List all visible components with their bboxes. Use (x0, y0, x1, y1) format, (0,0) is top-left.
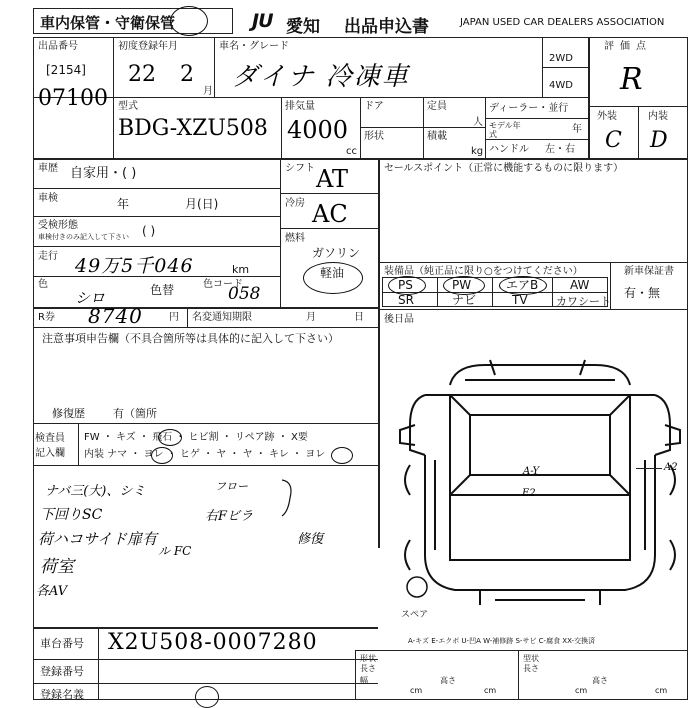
note-line-4b: ル FC (158, 544, 192, 558)
dims-unit-4: cm (655, 686, 668, 695)
recycle-value: 8740 (88, 304, 143, 328)
inspection-label: 車検 (38, 193, 58, 204)
car-name-value: ダイナ 冷凍車 (232, 62, 410, 92)
repair-value: 有（箇所 (113, 407, 157, 420)
history-value: 自家用・( ) (70, 166, 137, 181)
brand-name: 愛知 (286, 17, 320, 37)
warranty-options: 有・無 (624, 286, 661, 300)
model-year-label: モデル年式 (489, 121, 521, 139)
note-line-1b: フロー (215, 480, 248, 493)
model-value: BDG-XZU508 (118, 116, 268, 141)
dealer-label: ディーラー・並行 (489, 103, 569, 114)
mileage-unit: km (232, 263, 250, 276)
inspector-row-1: FW ・ キズ ・ 飛石 ・ ヒビ割 ・ リペア跡 ・ X要 (84, 432, 308, 443)
equip-leather: カワシート (556, 295, 611, 308)
repair-label: 修復歴 (52, 407, 85, 420)
inspector-circle-1 (158, 429, 182, 446)
dims-unit-3: cm (575, 686, 588, 695)
sales-point-label: セールスポイント（正常に機能するものに限ります） (384, 163, 624, 174)
note-line-3b: 修復 (297, 532, 324, 547)
damage-legend: A-キズ E-エクボ U-凹A W-補修跡 S-サビ C-腐食 XX-交換済 (408, 637, 596, 645)
car-name-label: 車名・グレード (219, 41, 289, 52)
recycle-unit: 円 (169, 312, 179, 323)
capacity-unit: 人 (473, 117, 483, 128)
chassis-value: X2U508-0007280 (108, 630, 318, 655)
cert-note: 車検付きのみ記入して下さい (38, 233, 129, 241)
equipment-label: 装備品（純正品に限り○をつけてください） (384, 266, 583, 277)
equip-pw-circle (443, 276, 485, 295)
history-label: 車歴 (38, 163, 58, 174)
notes-title: 注意事項申告欄（不具合箇所等は具体的に記入して下さい） (42, 332, 339, 345)
interior-value: D (650, 128, 668, 153)
drive-2wd: 2WD (549, 53, 573, 64)
chassis-label: 車台番号 (40, 637, 84, 650)
lot-label: 出品番号 (38, 41, 78, 52)
dims-right-sub: 長さ (523, 664, 539, 673)
rear-label: 後日品 (384, 314, 414, 325)
mileage-label: 走行 (38, 251, 58, 262)
note-line-4a: 荷室 (40, 557, 74, 577)
recycle-label: R券 (38, 312, 55, 323)
inspector-circle-2 (151, 447, 173, 464)
ju-logo: JU (252, 10, 273, 32)
doors-label: ドア (364, 101, 384, 112)
load-unit: kg (471, 146, 484, 157)
capacity-label: 定員 (427, 101, 447, 112)
spare-label: スペア (401, 610, 429, 620)
exterior-label: 外装 (597, 111, 617, 122)
owner-label: 登録名義 (40, 688, 84, 701)
dims-form-label: 形状 (360, 654, 376, 663)
shift-value: AT (316, 165, 349, 193)
inspector-label-2: 記入欄 (35, 448, 65, 459)
warranty-label: 新車保証書 (624, 266, 674, 277)
displacement-value: 4000 (287, 116, 349, 144)
displacement-label: 排気量 (285, 101, 315, 112)
rating-label: 評価点 (604, 41, 652, 52)
registration-month: 2 (180, 62, 194, 87)
fuel-label: 燃料 (285, 233, 305, 244)
note-line-3a: 荷ハコサイド扉有 (38, 530, 157, 548)
ac-label: 冷房 (285, 198, 305, 209)
inspection-year: 年 (117, 197, 130, 211)
spare-tire-icon (407, 577, 427, 597)
load-label: 積載 (427, 131, 447, 142)
dims-height-right: 高さ (592, 676, 608, 685)
registration-month-unit: 月 (203, 86, 213, 97)
note-line-1a: ナバ三(大)、シミ (45, 484, 146, 499)
shape-label: 形状 (364, 131, 384, 142)
handle-options: 左・右 (545, 144, 575, 155)
dims-unit-1: cm (410, 686, 423, 695)
equip-navi: ナビ (452, 293, 477, 307)
storage-circle-mark (170, 6, 208, 36)
note-line-2a: 下回りSC (40, 507, 103, 523)
damage-mark-1: A-Y (523, 466, 540, 477)
equip-tv: TV (512, 293, 528, 307)
inspector-circle-3 (331, 447, 353, 464)
dims-length-label: 長さ (360, 664, 376, 673)
notice-label: 名変通知期限 (192, 312, 252, 323)
note-line-2b: 右Fビラ (205, 509, 254, 524)
exterior-value: C (605, 128, 622, 153)
equip-pw: PW (452, 278, 472, 292)
color-code-value: 058 (228, 284, 261, 304)
association-name: JAPAN USED CAR DEALERS ASSOCIATION (460, 17, 665, 28)
dims-unit-2: cm (484, 686, 497, 695)
handle-label: ハンドル (489, 144, 529, 155)
fuel-diesel-circle (303, 262, 363, 294)
lot-bracket-number: [2154] (46, 63, 86, 77)
fuel-diesel: 軽油 (320, 266, 345, 280)
registration-label: 初度登録年月 (118, 41, 178, 52)
note-bracket-mark (280, 478, 310, 518)
equip-ps: PS (398, 278, 413, 292)
damage-mark-3: A2 (664, 462, 678, 473)
inspection-month: 月(日) (185, 197, 219, 211)
notice-month: 月 (306, 312, 316, 323)
model-label: 型式 (118, 101, 138, 112)
damage-pointer (636, 468, 662, 469)
interior-label: 内装 (648, 111, 668, 122)
equip-aw: AW (570, 278, 590, 292)
equip-ps-circle (388, 276, 426, 295)
registration-year: 22 (128, 62, 156, 87)
color-code-label: 色コード (203, 279, 243, 290)
rating-value: R (620, 62, 643, 97)
equip-airbag: エアB (506, 278, 539, 292)
dims-right-label: 型状 (523, 654, 539, 663)
shift-label: シフト (285, 163, 315, 174)
form-title: 出品申込書 (344, 17, 429, 37)
owner-circle-mark (195, 686, 219, 708)
cert-label: 受検形態 (38, 220, 78, 231)
note-line-5a: 各AV (36, 584, 68, 599)
inspector-row-2: 内装 ナマ ・ ヨレ ・ ヒゲ ・ ヤ ・ ヤ ・ キレ ・ ヨレ (84, 449, 326, 460)
cert-value: ( ) (142, 224, 156, 238)
equip-sr: SR (398, 293, 414, 307)
inspector-label-1: 検査員 (35, 433, 65, 444)
mileage-value: 49万5千046 (75, 255, 194, 277)
displacement-unit: cc (346, 146, 357, 157)
dims-height-label: 高さ (440, 676, 456, 685)
reg-no-label: 登録番号 (40, 665, 84, 678)
car-damage-diagram (395, 355, 685, 615)
equip-airbag-circle (499, 276, 547, 295)
lot-number: 07100 (38, 86, 108, 111)
ac-value: AC (312, 200, 348, 228)
model-year-unit: 年 (572, 124, 582, 135)
dims-width-label: 幅 (360, 676, 368, 685)
notice-day: 日 (354, 312, 364, 323)
storage-label: 車内保管・守衛保管 (40, 14, 176, 32)
color-value: シロ (75, 289, 106, 307)
color-change-label: 色替 (150, 283, 175, 297)
damage-mark-2: E2 (522, 488, 536, 499)
fuel-gasoline: ガソリン (312, 246, 361, 260)
drive-4wd: 4WD (549, 80, 573, 91)
color-label: 色 (38, 279, 48, 290)
